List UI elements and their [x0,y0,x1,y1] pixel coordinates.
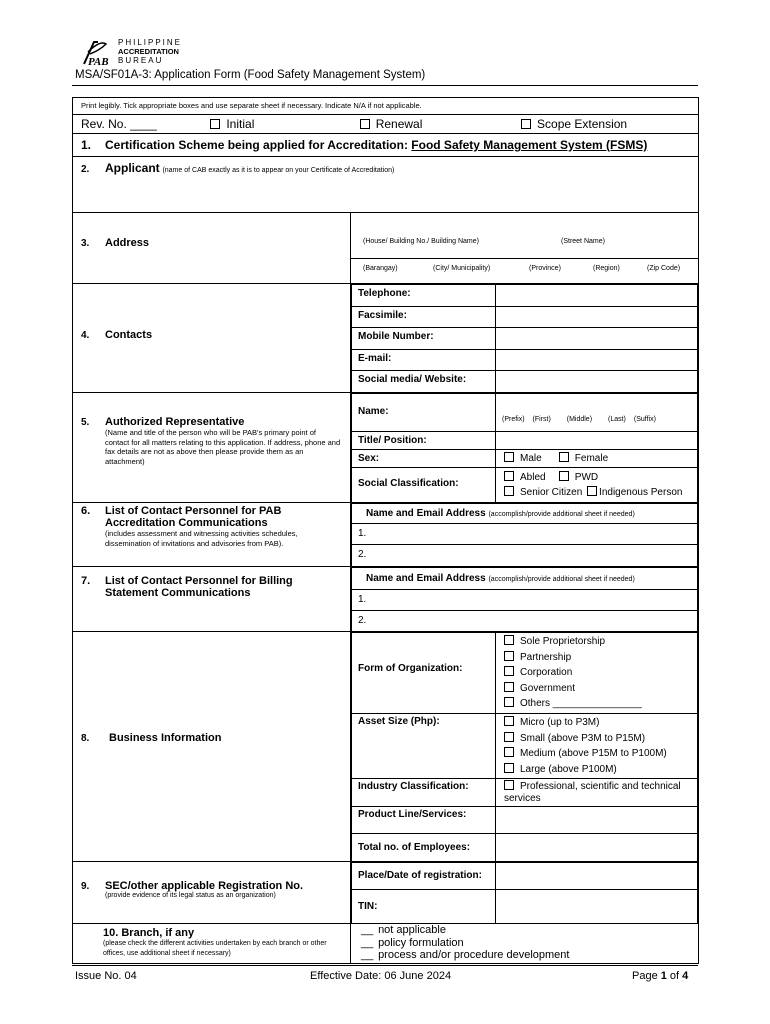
footer-divider [72,965,698,966]
revision-row [73,115,699,134]
application-form [72,97,699,964]
checkbox-icon [504,682,514,692]
checkbox-icon [504,635,514,645]
asset-medium-label: Medium (above P15M to P100M) [520,748,667,760]
billing-contacts-header [352,567,698,589]
logo-line3: BUREAU [118,56,164,65]
checkbox-icon [504,697,514,707]
mobile-input[interactable] [496,328,698,350]
place-date-label: Place/Date of registration: [352,862,496,889]
rev-renewal-option[interactable] [360,117,518,131]
section-9-label: SEC/other applicable Registration No. [105,879,304,892]
checkbox-icon [559,471,569,481]
page-indicator [632,970,688,982]
checkbox-icon [504,732,514,742]
mobile-label: Mobile Number: [352,328,496,350]
rep-sex-options [496,450,698,468]
address-zip: (Zip Code) [647,265,681,272]
branch-process-label: process and/or procedure development [378,949,570,962]
section-7-label-1: List of Contact Personnel for Billing [105,574,293,587]
registration-cell [351,861,699,924]
org-partnership-option[interactable] [504,650,689,666]
pab-contacts-cell [351,503,699,567]
representative-cell [351,393,699,503]
senior-label: Senior Citizen [520,487,583,498]
org-government-label: Government [520,682,576,694]
business-info-cell [351,632,699,862]
name-suffix: (Suffix) [633,416,656,423]
branch-option-policy[interactable]: __ policy formulation [361,936,464,949]
section-6-label-1: List of Contact Personnel for PAB [105,505,282,517]
male-label: Male [520,453,542,464]
section-9-number: 9. [81,880,90,892]
asset-medium-option[interactable] [504,746,689,762]
section-4-label-cell [73,284,351,393]
section-2[interactable] [73,157,699,213]
checkbox-icon [504,452,514,462]
female-label: Female [574,453,609,464]
document-reference: MSA/SF01A-3: Application Form (Food Safety Management System) [75,69,426,81]
org-corporation-label: Corporation [520,667,573,679]
page-number: 1 [660,970,667,982]
checkbox-icon [504,763,514,773]
form-org-options [496,633,698,714]
org-sole-option[interactable] [504,634,689,650]
section-10-label-cell [73,924,351,964]
place-date-input[interactable] [496,862,698,889]
rep-name-input[interactable] [496,394,698,432]
page-total: 4 [682,970,689,982]
employees-label: Total no. of Employees: [352,834,496,861]
effective-date: Effective Date: 06 June 2024 [310,970,452,982]
branch-na-label: not applicable [378,924,446,937]
asset-micro-label: Micro (up to P3M) [520,716,600,728]
section-2-number: 2. [81,164,90,175]
name-first: (First) [532,416,551,423]
pab-logo-icon [80,38,110,66]
pab-contacts-header [352,504,698,524]
indigenous-option[interactable] [585,487,682,498]
checkbox-icon [504,651,514,661]
checkbox-icon [360,119,370,129]
pab-contact-1[interactable]: 1. [352,524,698,545]
section-8-label-cell [73,632,351,862]
page-prefix: Page [632,970,661,982]
section-5-number: 5. [81,417,90,428]
rep-name-label: Name: [352,394,496,432]
form-org-label: Form of Organization: [352,633,496,714]
branch-option-process[interactable]: __ process and/or procedure development [361,949,570,962]
industry-label: Industry Classification: [352,779,496,807]
address-province: (Province) [529,265,561,272]
product-input[interactable] [496,807,698,834]
telephone-label: Telephone: [352,285,496,307]
logo-line2: ACCREDITATION [118,47,179,56]
senior-option[interactable] [504,487,582,498]
checkbox-icon [504,780,514,790]
rev-scope-option[interactable] [521,117,627,131]
page-of: of [666,970,683,982]
tin-label: TIN: [352,889,496,923]
address-barangay: (Barangay) [363,265,398,272]
pab-header-label: Name and Email Address [366,508,486,519]
section-1-number: 1. [81,138,92,152]
section-6-label-cell [73,503,351,567]
rev-scope-label: Scope Extension [537,117,628,131]
rep-social-class-options [496,468,698,503]
asset-large-label: Large (above P100M) [520,763,617,775]
section-3-label-cell [73,213,351,284]
asset-large-option[interactable] [504,762,689,778]
billing-header-note: (accomplish/provide additional sheet if needed) [488,575,635,583]
section-4-label: Contacts [105,329,153,341]
indigenous-label: Indigenous Person [599,487,683,498]
industry-option[interactable] [496,779,698,807]
branch-policy-label: policy formulation [378,936,464,949]
checkbox-icon [210,119,220,129]
section-1-label: Certification Scheme being applied for Accreditation: [105,138,412,152]
org-others-option[interactable] [504,696,689,712]
rep-social-class-label: Social Classification: [352,468,496,503]
section-1 [73,134,699,157]
branch-option-na[interactable]: __ not applicable [361,924,446,937]
address-region: (Region) [593,265,620,272]
billing-contact-1[interactable]: 1. [352,589,698,610]
abled-option[interactable] [504,470,556,485]
pab-header-note: (accomplish/provide additional sheet if needed) [488,511,635,518]
rev-number-field[interactable]: Rev. No. ____ [81,117,157,131]
tin-input[interactable] [496,889,698,923]
pwd-option[interactable] [559,472,598,483]
issue-number: Issue No. 04 [75,970,137,982]
section-6-label-2: Accreditation Communications [105,517,268,529]
section-5-note: (Name and title of the person who will be PAB's primary point of contact for all matters relating to this application. If address, phone and fax details are not as above then please provide them as an attachment) [105,428,341,466]
name-prefix: (Prefix) [502,416,525,423]
org-others-label: Others ________________ [520,698,642,710]
email-input[interactable] [496,349,698,371]
name-last: (Last) [608,416,626,423]
checkbox-icon [504,716,514,726]
checkbox-icon [504,486,514,496]
section-6-number: 6. [81,505,91,517]
rep-title-label: Title/ Position: [352,432,496,450]
section-10-note: (please check the different activities undertaken by each branch or other offices, use additional sheet if necessary) [103,940,327,957]
section-7-number: 7. [81,574,91,587]
facsimile-input[interactable] [496,306,698,328]
header-divider [72,85,698,86]
checkbox-icon [504,666,514,676]
rev-initial-option[interactable] [210,117,356,131]
org-corporation-option[interactable] [504,665,689,681]
checkbox-icon [521,119,531,129]
asset-micro-option[interactable] [504,715,689,731]
section-3-number: 3. [81,238,90,249]
branch-options [351,924,699,964]
checkbox-icon [587,486,597,496]
abled-label: Abled [520,472,546,483]
section-9-note: (provide evidence of its legal status as an organization) [105,891,276,899]
logo-line1: PHILIPPINE [118,38,183,47]
section-6-note: (includes assessment and witnessing activities schedules, dissemination of invitations and advisories from PAB). [105,529,298,548]
billing-contacts-cell [351,566,699,632]
address-house: (House/ Building No./ Building Name) [363,238,479,245]
social-input[interactable] [496,371,698,393]
checkbox-icon [559,452,569,462]
industry-option-label: Professional, scientific and technical services [504,781,681,805]
logo-mark-text: PAB [88,56,109,66]
employees-input[interactable] [496,834,698,861]
facsimile-label: Facsimile: [352,306,496,328]
name-middle: (Middle) [566,416,593,423]
checkbox-icon [504,747,514,757]
rep-sex-label: Sex: [352,450,496,468]
section-9-label-cell [73,861,351,924]
rev-renewal-label: Renewal [375,117,423,131]
pab-contact-2[interactable]: 2. [352,545,698,566]
sex-female-option[interactable] [559,453,608,464]
contacts-cell [351,284,699,393]
section-2-note: (name of CAB exactly as it is to appear on your Certificate of Accreditation) [162,167,395,174]
logo-text [118,38,182,65]
billing-header-label: Name and Email Address [366,572,486,584]
address-street: (Street Name) [561,238,605,245]
checkbox-icon [504,471,514,481]
section-4-number: 4. [81,330,90,341]
social-label: Social media/ Website: [352,371,496,393]
section-7-label-cell [73,566,351,632]
org-government-option[interactable] [504,681,689,697]
asset-label: Asset Size (Php): [352,713,496,778]
section-10-label: 10. Branch, if any [103,927,195,940]
instructions: Print legibly. Tick appropriate boxes and use separate sheet if necessary. Indicate N/A if not applicable. [73,98,699,115]
pwd-label: PWD [574,472,599,483]
rep-title-input[interactable] [496,432,698,450]
product-label: Product Line/Services: [352,807,496,834]
email-label: E-mail: [352,349,496,371]
section-8-label: Business Information [109,732,222,744]
asset-small-label: Small (above P3M to P15M) [520,732,646,744]
section-1-scheme: Food Safety Management System (FSMS) [411,138,648,152]
address-field[interactable] [351,213,699,284]
section-3-label: Address [105,237,150,249]
org-sole-label: Sole Proprietorship [520,636,606,647]
telephone-input[interactable] [496,285,698,307]
asset-small-option[interactable] [504,731,689,747]
rev-initial-label: Initial [226,117,255,131]
section-2-label: Applicant [105,161,160,175]
section-5-label-cell [73,393,351,503]
section-5-label: Authorized Representative [105,416,245,428]
section-8-number: 8. [81,733,90,744]
asset-options [496,713,698,778]
sex-male-option[interactable] [504,452,556,464]
address-city: (City/ Municipality) [433,265,491,272]
section-7-label-2: Statement Communications [105,586,251,599]
org-partnership-label: Partnership [520,651,572,663]
billing-contact-2[interactable]: 2. [352,610,698,631]
